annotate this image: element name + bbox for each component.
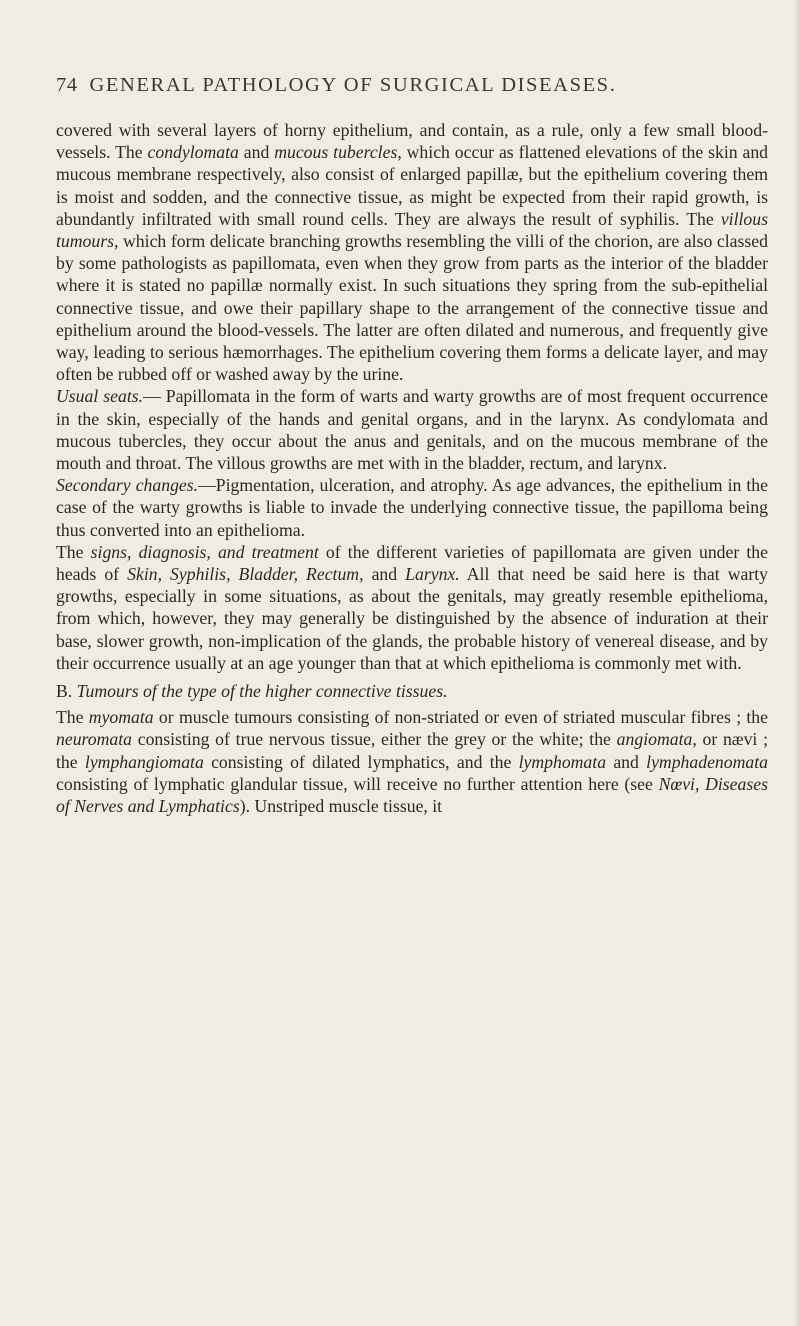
page-number: 74 xyxy=(56,74,78,96)
paragraph-higher-connective-tissues: The myomata or muscle tumours consisting of non-striated or even of striated muscular fibres ; the neuromata consisting of true nervous tissue, either the grey or the white; the angiomata, or nævi ; the lymphangiomata consisting of dilated lymphatics, and the lymphomata and lymphadenomata consisting of lymphatic glandular tissue, will receive no further attention here (see Nœvi, Diseases of Nerves and Lymphatics). Unstriped muscle tissue, it xyxy=(56,707,769,817)
body-text xyxy=(56,119,768,817)
paragraph-papillomata-structure: covered with several layers of horny epithelium, and contain, as a rule, only a few small blood-vessels. The condylomata and mucous tubercles, which occur as flattened elevations of the skin and mucous membrane respectively, also consist of enlarged papillæ, but the epithelium covering them is moist and sodden, and the connective tissue, as might be expected from their rapid growth, is abundantly infiltrated with small round cells. They are always the result of syphilis. The villous tumours, which form delicate branching growths resembling the villi of the chorion, are also classed by some pathologists as papillomata, even when they grow from parts as the interior of the bladder where it is stated no papillæ normally exist. In such situations they spring from the sub-epithelial connective tissue, and owe their papillary shape to the arrangement of the connective tissue and epithelium around the blood-vessels. The latter are often dilated and numerous, and frequently give way, leading to serious hæmorrhages. The epithelium covering them forms a delicate layer, and may often be rubbed off or washed away by the urine. xyxy=(56,120,769,385)
section-heading: B. Tumours of the type of the higher connective tissues. xyxy=(56,681,448,702)
paragraph-signs-diagnosis: The signs, diagnosis, and treatment of the different varieties of papillomata are given under the heads of Skin, Syphilis, Bladder, Rectum, and Larynx. All that need be said here is that warty growths, especially in some situations, as about the genitals, may greatly resemble epithelioma, from which, however, they may generally be distinguished by the absence of induration at their base, slower growth, non-implication of the glands, the probable history of venereal disease, and by their occurrence usually at an age younger than that at which epithelioma is commonly met with. xyxy=(56,541,768,673)
paragraph-secondary-changes: Secondary changes.—Pigmentation, ulceration, and atrophy. As age advances, the epithelium in the case of the warty growths is liable to invade the underlying connective tissue, the papilloma being thus converted into an epithelioma. xyxy=(56,475,768,540)
page-edge-shadow xyxy=(794,0,800,1326)
running-header xyxy=(56,74,760,97)
paragraph-usual-seats: Usual seats.— Papillomata in the form of warts and warty growths are of most frequent occurrence in the skin, especially of the hands and genital organs, and in the larynx. As condylomata and mucous tubercles, they occur about the anus and genitals, and on the mucous membrane of the mouth and throat. The villous growths are met with in the bladder, rectum, and larynx. xyxy=(56,386,768,474)
running-title: GENERAL PATHOLOGY OF SURGICAL DISEASES. xyxy=(89,74,617,96)
